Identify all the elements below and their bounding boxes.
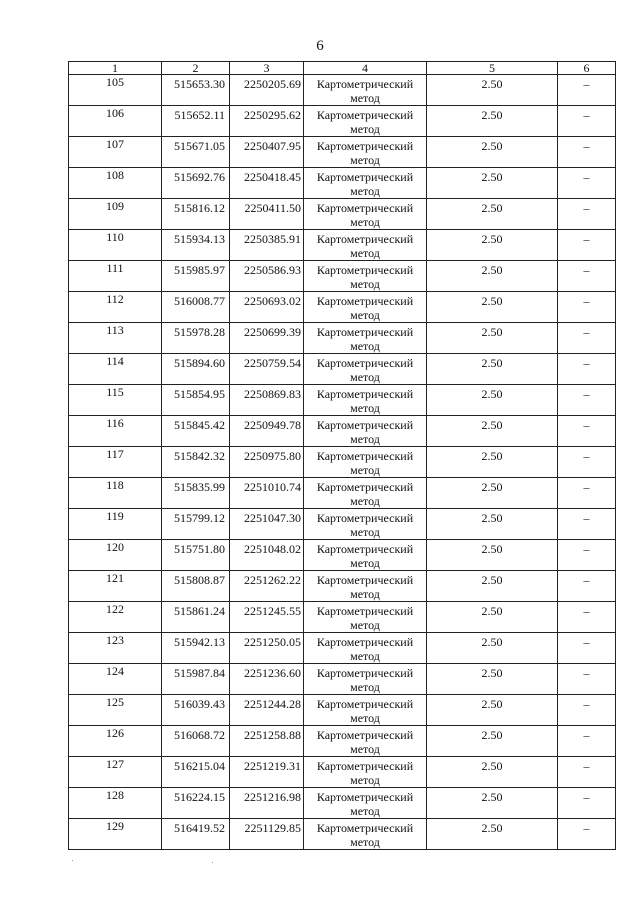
- point-number-cell: 126: [69, 726, 162, 757]
- y-coordinate-cell: 2251219.31: [230, 757, 304, 788]
- accuracy-cell: 2.50: [427, 540, 558, 571]
- point-number-cell: 112: [69, 292, 162, 323]
- method-line-1: Картометрический: [316, 790, 414, 804]
- table-row: [69, 726, 616, 757]
- description-cell: –: [558, 478, 616, 509]
- method-line-1: Картометрический: [316, 418, 414, 432]
- description-cell: –: [558, 602, 616, 633]
- y-coordinate-cell: 2251250.05: [230, 633, 304, 664]
- x-coordinate-cell: 516215.04: [162, 757, 230, 788]
- y-coordinate-cell: 2251129.85: [230, 819, 304, 850]
- point-number-cell: 129: [69, 819, 162, 850]
- table-row: [69, 602, 616, 633]
- method-line-1: Картометрический: [316, 480, 414, 494]
- x-coordinate-cell: 515942.13: [162, 633, 230, 664]
- method-line-2: метод: [350, 432, 380, 446]
- accuracy-cell: 2.50: [427, 788, 558, 819]
- table-row: [69, 75, 616, 106]
- point-number-cell: 124: [69, 664, 162, 695]
- description-cell: –: [558, 199, 616, 230]
- description-cell: –: [558, 323, 616, 354]
- header-col-4: 4: [304, 62, 427, 75]
- x-coordinate-cell: 516419.52: [162, 819, 230, 850]
- method-cell: [304, 230, 427, 261]
- method-line-2: метод: [350, 649, 380, 663]
- method-line-1: Картометрический: [316, 263, 414, 277]
- method-line-2: метод: [350, 463, 380, 477]
- method-line-2: метод: [350, 91, 380, 105]
- table-row: [69, 757, 616, 788]
- description-cell: –: [558, 819, 616, 850]
- description-cell: –: [558, 726, 616, 757]
- accuracy-cell: 2.50: [427, 106, 558, 137]
- x-coordinate-cell: 515845.42: [162, 416, 230, 447]
- x-coordinate-cell: 515808.87: [162, 571, 230, 602]
- table-header-row: [69, 62, 616, 75]
- method-line-1: Картометрический: [316, 387, 414, 401]
- point-number-cell: 108: [69, 168, 162, 199]
- y-coordinate-cell: 2251216.98: [230, 788, 304, 819]
- method-line-1: Картометрический: [316, 542, 414, 556]
- method-line-1: Картометрический: [316, 201, 414, 215]
- y-coordinate-cell: 2250295.62: [230, 106, 304, 137]
- point-number-cell: 121: [69, 571, 162, 602]
- method-line-2: метод: [350, 401, 380, 415]
- y-coordinate-cell: 2250949.78: [230, 416, 304, 447]
- point-number-cell: 113: [69, 323, 162, 354]
- point-number-cell: 107: [69, 137, 162, 168]
- method-cell: [304, 602, 427, 633]
- x-coordinate-cell: 516224.15: [162, 788, 230, 819]
- table-row: [69, 416, 616, 447]
- header-col-6: 6: [558, 62, 616, 75]
- accuracy-cell: 2.50: [427, 199, 558, 230]
- point-number-cell: 125: [69, 695, 162, 726]
- accuracy-cell: 2.50: [427, 168, 558, 199]
- x-coordinate-cell: 515978.28: [162, 323, 230, 354]
- method-cell: [304, 75, 427, 106]
- method-line-2: метод: [350, 804, 380, 818]
- accuracy-cell: 2.50: [427, 664, 558, 695]
- point-number-cell: 116: [69, 416, 162, 447]
- x-coordinate-cell: 515985.97: [162, 261, 230, 292]
- header-col-2: 2: [162, 62, 230, 75]
- y-coordinate-cell: 2251244.28: [230, 695, 304, 726]
- x-coordinate-cell: 515653.30: [162, 75, 230, 106]
- method-line-1: Картометрический: [316, 356, 414, 370]
- description-cell: –: [558, 137, 616, 168]
- method-line-2: метод: [350, 680, 380, 694]
- accuracy-cell: 2.50: [427, 509, 558, 540]
- point-number-cell: 109: [69, 199, 162, 230]
- header-col-5: 5: [427, 62, 558, 75]
- table-row: [69, 385, 616, 416]
- x-coordinate-cell: 515934.13: [162, 230, 230, 261]
- y-coordinate-cell: 2251236.60: [230, 664, 304, 695]
- method-cell: [304, 416, 427, 447]
- table-row: [69, 540, 616, 571]
- accuracy-cell: 2.50: [427, 230, 558, 261]
- table-row: [69, 571, 616, 602]
- table-row: [69, 664, 616, 695]
- accuracy-cell: 2.50: [427, 416, 558, 447]
- header-col-3: 3: [230, 62, 304, 75]
- method-cell: [304, 168, 427, 199]
- description-cell: –: [558, 571, 616, 602]
- table-row: [69, 633, 616, 664]
- accuracy-cell: 2.50: [427, 323, 558, 354]
- point-number-cell: 123: [69, 633, 162, 664]
- description-cell: –: [558, 385, 616, 416]
- x-coordinate-cell: 515652.11: [162, 106, 230, 137]
- method-cell: [304, 354, 427, 385]
- accuracy-cell: 2.50: [427, 695, 558, 726]
- x-coordinate-cell: 515842.32: [162, 447, 230, 478]
- description-cell: –: [558, 354, 616, 385]
- method-line-2: метод: [350, 742, 380, 756]
- method-line-2: метод: [350, 587, 380, 601]
- method-line-2: метод: [350, 618, 380, 632]
- description-cell: –: [558, 633, 616, 664]
- method-line-1: Картометрический: [316, 77, 414, 91]
- table-row: [69, 819, 616, 850]
- method-line-2: метод: [350, 494, 380, 508]
- method-cell: [304, 106, 427, 137]
- y-coordinate-cell: 2250759.54: [230, 354, 304, 385]
- point-number-cell: 117: [69, 447, 162, 478]
- method-cell: [304, 261, 427, 292]
- description-cell: –: [558, 757, 616, 788]
- method-line-1: Картометрический: [316, 449, 414, 463]
- method-line-2: метод: [350, 711, 380, 725]
- y-coordinate-cell: 2251048.02: [230, 540, 304, 571]
- description-cell: –: [558, 695, 616, 726]
- method-line-1: Картометрический: [316, 728, 414, 742]
- method-cell: [304, 540, 427, 571]
- accuracy-cell: 2.50: [427, 478, 558, 509]
- method-line-1: Картометрический: [316, 170, 414, 184]
- method-line-1: Картометрический: [316, 511, 414, 525]
- table-row: [69, 261, 616, 292]
- method-cell: [304, 726, 427, 757]
- y-coordinate-cell: 2251258.88: [230, 726, 304, 757]
- method-line-2: метод: [350, 153, 380, 167]
- x-coordinate-cell: 515894.60: [162, 354, 230, 385]
- description-cell: –: [558, 788, 616, 819]
- method-cell: [304, 757, 427, 788]
- method-cell: [304, 447, 427, 478]
- accuracy-cell: 2.50: [427, 571, 558, 602]
- point-number-cell: 128: [69, 788, 162, 819]
- table-row: [69, 478, 616, 509]
- method-cell: [304, 788, 427, 819]
- description-cell: –: [558, 416, 616, 447]
- point-number-cell: 114: [69, 354, 162, 385]
- accuracy-cell: 2.50: [427, 602, 558, 633]
- method-cell: [304, 478, 427, 509]
- x-coordinate-cell: 515835.99: [162, 478, 230, 509]
- y-coordinate-cell: 2250975.80: [230, 447, 304, 478]
- x-coordinate-cell: 516039.43: [162, 695, 230, 726]
- point-number-cell: 115: [69, 385, 162, 416]
- accuracy-cell: 2.50: [427, 447, 558, 478]
- point-number-cell: 106: [69, 106, 162, 137]
- y-coordinate-cell: 2250418.45: [230, 168, 304, 199]
- accuracy-cell: 2.50: [427, 292, 558, 323]
- y-coordinate-cell: 2250205.69: [230, 75, 304, 106]
- x-coordinate-cell: 515751.80: [162, 540, 230, 571]
- table-row: [69, 168, 616, 199]
- table-row: [69, 354, 616, 385]
- method-cell: [304, 664, 427, 695]
- description-cell: –: [558, 540, 616, 571]
- x-coordinate-cell: 515854.95: [162, 385, 230, 416]
- method-line-1: Картометрический: [316, 604, 414, 618]
- method-cell: [304, 509, 427, 540]
- method-cell: [304, 819, 427, 850]
- point-number-cell: 120: [69, 540, 162, 571]
- method-line-1: Картометрический: [316, 635, 414, 649]
- accuracy-cell: 2.50: [427, 726, 558, 757]
- y-coordinate-cell: 2250385.91: [230, 230, 304, 261]
- method-line-2: метод: [350, 773, 380, 787]
- x-coordinate-cell: 516008.77: [162, 292, 230, 323]
- method-line-2: метод: [350, 308, 380, 322]
- x-coordinate-cell: 515861.24: [162, 602, 230, 633]
- method-line-2: метод: [350, 215, 380, 229]
- description-cell: –: [558, 106, 616, 137]
- point-number-cell: 110: [69, 230, 162, 261]
- table-row: [69, 695, 616, 726]
- page-number: 6: [316, 38, 324, 54]
- method-line-2: метод: [350, 339, 380, 353]
- method-line-2: метод: [350, 122, 380, 136]
- description-cell: –: [558, 261, 616, 292]
- method-line-2: метод: [350, 556, 380, 570]
- y-coordinate-cell: 2251010.74: [230, 478, 304, 509]
- y-coordinate-cell: 2250869.83: [230, 385, 304, 416]
- description-cell: –: [558, 292, 616, 323]
- method-line-2: метод: [350, 370, 380, 384]
- point-number-cell: 105: [69, 75, 162, 106]
- accuracy-cell: 2.50: [427, 137, 558, 168]
- method-line-2: метод: [350, 835, 380, 849]
- accuracy-cell: 2.50: [427, 757, 558, 788]
- method-line-2: метод: [350, 184, 380, 198]
- method-line-1: Картометрический: [316, 108, 414, 122]
- y-coordinate-cell: 2251245.55: [230, 602, 304, 633]
- table-row: [69, 323, 616, 354]
- method-cell: [304, 695, 427, 726]
- header-col-1: 1: [69, 62, 162, 75]
- y-coordinate-cell: 2250699.39: [230, 323, 304, 354]
- description-cell: –: [558, 75, 616, 106]
- method-cell: [304, 385, 427, 416]
- table-row: [69, 106, 616, 137]
- method-line-2: метод: [350, 277, 380, 291]
- method-line-2: метод: [350, 246, 380, 260]
- accuracy-cell: 2.50: [427, 633, 558, 664]
- description-cell: –: [558, 509, 616, 540]
- method-line-1: Картометрический: [316, 697, 414, 711]
- y-coordinate-cell: 2251262.22: [230, 571, 304, 602]
- y-coordinate-cell: 2251047.30: [230, 509, 304, 540]
- y-coordinate-cell: 2250586.93: [230, 261, 304, 292]
- description-cell: –: [558, 664, 616, 695]
- method-line-1: Картометрический: [316, 821, 414, 835]
- method-cell: [304, 571, 427, 602]
- table-row: [69, 230, 616, 261]
- table-row: [69, 509, 616, 540]
- accuracy-cell: 2.50: [427, 75, 558, 106]
- method-line-1: Картометрический: [316, 232, 414, 246]
- method-cell: [304, 137, 427, 168]
- table-row: [69, 292, 616, 323]
- description-cell: –: [558, 447, 616, 478]
- method-cell: [304, 323, 427, 354]
- method-cell: [304, 633, 427, 664]
- method-cell: [304, 292, 427, 323]
- description-cell: –: [558, 168, 616, 199]
- method-line-1: Картометрический: [316, 139, 414, 153]
- accuracy-cell: 2.50: [427, 819, 558, 850]
- point-number-cell: 111: [69, 261, 162, 292]
- point-number-cell: 118: [69, 478, 162, 509]
- method-cell: [304, 199, 427, 230]
- method-line-1: Картометрический: [316, 666, 414, 680]
- method-line-1: Картометрический: [316, 759, 414, 773]
- accuracy-cell: 2.50: [427, 354, 558, 385]
- method-line-2: метод: [350, 525, 380, 539]
- x-coordinate-cell: 515987.84: [162, 664, 230, 695]
- table-row: [69, 137, 616, 168]
- coordinates-table: [68, 61, 616, 850]
- accuracy-cell: 2.50: [427, 261, 558, 292]
- x-coordinate-cell: 516068.72: [162, 726, 230, 757]
- table-row: [69, 788, 616, 819]
- scan-speck: [212, 862, 213, 863]
- x-coordinate-cell: 515671.05: [162, 137, 230, 168]
- y-coordinate-cell: 2250693.02: [230, 292, 304, 323]
- x-coordinate-cell: 515816.12: [162, 199, 230, 230]
- method-line-1: Картометрический: [316, 294, 414, 308]
- x-coordinate-cell: 515799.12: [162, 509, 230, 540]
- table-row: [69, 447, 616, 478]
- x-coordinate-cell: 515692.76: [162, 168, 230, 199]
- method-line-1: Картометрический: [316, 573, 414, 587]
- accuracy-cell: 2.50: [427, 385, 558, 416]
- point-number-cell: 119: [69, 509, 162, 540]
- scan-speck: [72, 860, 73, 861]
- y-coordinate-cell: 2250407.95: [230, 137, 304, 168]
- point-number-cell: 122: [69, 602, 162, 633]
- point-number-cell: 127: [69, 757, 162, 788]
- table-row: [69, 199, 616, 230]
- method-line-1: Картометрический: [316, 325, 414, 339]
- y-coordinate-cell: 2250411.50: [230, 199, 304, 230]
- description-cell: –: [558, 230, 616, 261]
